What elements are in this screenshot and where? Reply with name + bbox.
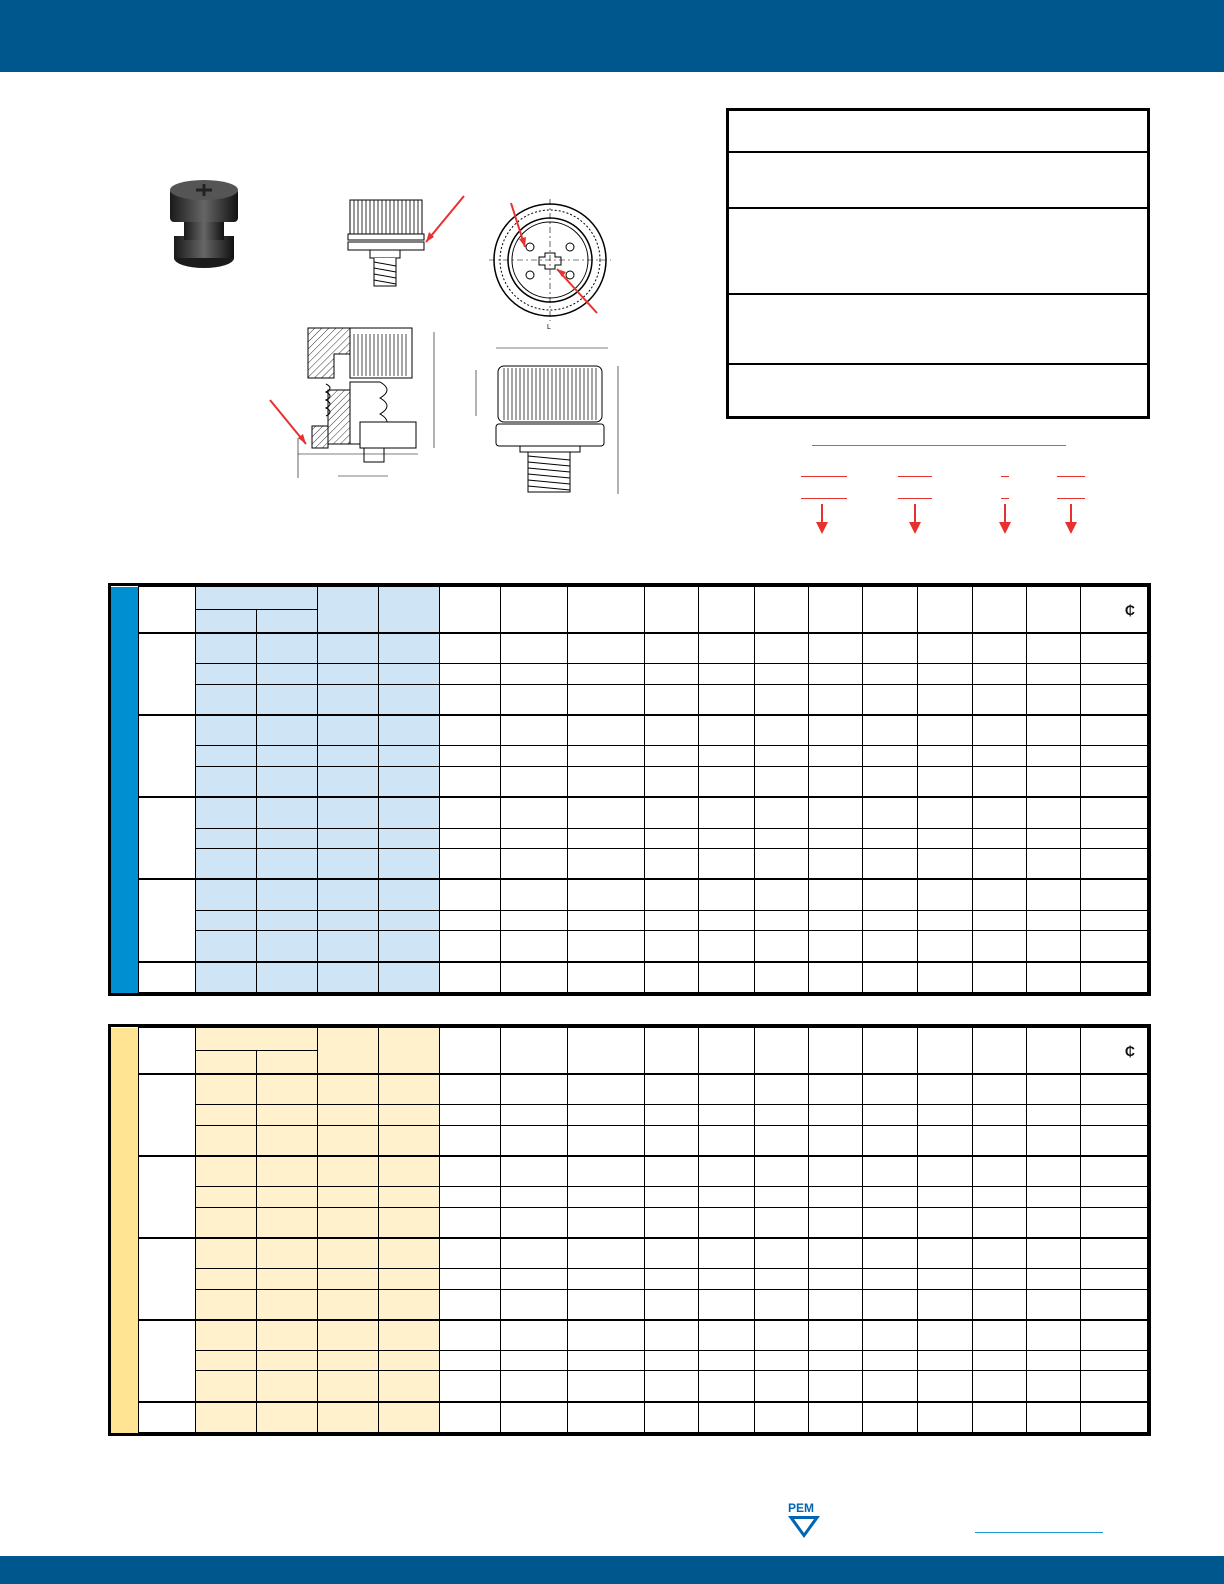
spec-table-1 [108, 583, 1151, 996]
pn-segment-4 [1057, 476, 1085, 477]
pn-segment-2b [898, 498, 932, 499]
product-photo [160, 176, 250, 276]
info-box-row-3 [729, 209, 1147, 295]
part-number-link-line[interactable] [812, 445, 1066, 446]
info-box-row-5 [729, 365, 1147, 415]
table-1-accent-stripe [111, 587, 138, 993]
pn-segment-4b [1057, 498, 1085, 499]
arrow-down-icon [1064, 504, 1078, 534]
arrow-down-icon [908, 504, 922, 534]
pn-segment-2 [898, 476, 932, 477]
info-box-row-1 [729, 111, 1147, 153]
pn-segment-1 [801, 476, 847, 477]
top-view-drawing [485, 195, 615, 330]
arrow-down-icon [998, 504, 1012, 534]
pn-segment-1b [801, 498, 847, 499]
side-view-drawing [330, 190, 480, 300]
footer-band [0, 1556, 1224, 1584]
table-2-symbol: ₵ [1080, 1028, 1148, 1075]
pn-segment-3 [1001, 476, 1009, 477]
spec-table-2 [108, 1024, 1151, 1436]
table-2-accent-stripe [111, 1028, 138, 1433]
info-box [726, 108, 1150, 419]
logo-text: PEM [788, 1501, 815, 1515]
cross-section-drawing [268, 318, 446, 490]
footer-link[interactable] [975, 1532, 1103, 1533]
pem-logo[interactable] [786, 1500, 822, 1540]
pn-segment-3b [1001, 498, 1009, 499]
table-1-symbol: ₵ [1080, 587, 1148, 634]
front-view-drawing [470, 340, 630, 500]
info-box-row-4 [729, 295, 1147, 365]
arrow-down-icon [815, 504, 829, 534]
header-band [0, 0, 1224, 72]
info-box-row-2 [729, 153, 1147, 209]
centerline-label: L [547, 324, 551, 330]
